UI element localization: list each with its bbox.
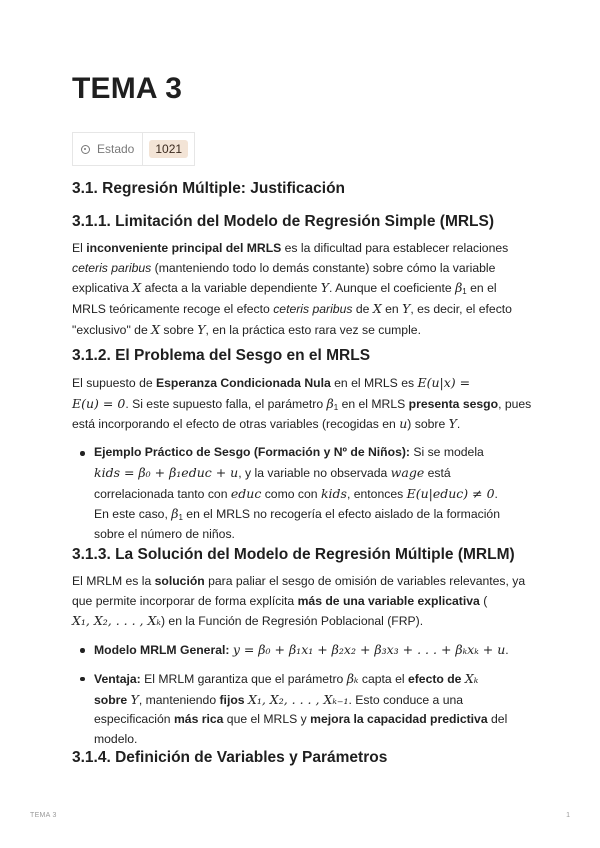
paragraph: El supuesto de Esperanza Condicionada Nula en el MRLS es E(u|x) = E(u) = 0. Si este supuesto falla, el parámetro $\beta_1$ en el MRLS presenta sesgo, pues está incorporando el efecto de otras variables (recogidas en u) sobre Y. — [72, 375, 532, 432]
property-row-estado[interactable] — [72, 132, 195, 166]
property-key-label: Estado — [97, 142, 135, 156]
bullet-list — [72, 443, 532, 545]
footer-title: TEMA 3 — [30, 812, 57, 819]
property-key — [73, 133, 143, 165]
subsection-heading: 3.1.4. Definición de Variables y Parámetros — [72, 749, 388, 766]
section-3-1-2 — [72, 347, 532, 553]
paragraph: El MRLM es la solución para paliar el sesgo de omisión de variables relevantes, ya que permite incorporar de forma explícita más de una variable explicativa ( X₁, X₂, . . . , Xₖ) en la Función de Regresión Poblacional (FRP). — [72, 574, 526, 629]
subsection-heading: 3.1.1. Limitación del Modelo de Regresión Simple (MRLS) — [72, 213, 495, 230]
property-value[interactable] — [143, 133, 194, 165]
status-icon — [81, 145, 90, 154]
paragraph: El inconveniente principal del MRLS es la dificultad para establecer relaciones ceteris paribus (manteniendo todo lo demás constante) sobre cómo la variable explicativa X afecta a la variable dependiente Y. Aunque el coeficiente $\beta_1$ en el MRLS teóricamente recoge el efecto ceteris paribus de X en Y, es decir, el efecto "exclusivo" de X sobre Y, en la práctica esto rara vez se cumple. — [72, 241, 512, 337]
subsection-heading: 3.1.3. La Solución del Modelo de Regresión Múltiple (MRLM) — [72, 546, 515, 563]
section-3-1-1 — [72, 213, 532, 341]
page-title: TEMA 3 — [72, 72, 183, 105]
bullet-list — [72, 640, 532, 750]
section-3-1-3 — [72, 546, 532, 758]
subsection-heading: 3.1.2. El Problema del Sesgo en el MRLS — [72, 347, 371, 364]
page-number: 1 — [566, 812, 570, 819]
status-badge: 1021 — [149, 140, 188, 158]
section-3-1 — [72, 180, 532, 198]
section-3-1-4 — [72, 749, 532, 767]
list-item: Modelo MRLM General: y = β₀ + β₁x₁ + β₂x₂ + β₃x₃ + . . . + βₖxₖ + u. — [94, 640, 532, 661]
list-item: Ventaja: El MRLM garantiza que el parámetro βₖ capta el efecto de Xₖ sobre Y, manteniendo fijos X₁, X₂, . . . , Xₖ₋₁. Esto conduce a una especificación más rica que el MRLS y mejora la capacidad predictiva del modelo. — [94, 669, 532, 750]
list-item: Ejemplo Práctico de Sesgo (Formación y Nº de Niños): Si se modela kids = β₀ + β₁educ + u, y la variable no observada wage está correlacionada tanto con educ como con kids, entonces E(u|educ) ≠ 0. En este caso, $\beta_1$ en el MRLS no recogería el efecto aislado de la formación sobre el número de niños. — [94, 443, 532, 545]
section-heading: 3.1. Regresión Múltiple: Justificación — [72, 180, 346, 197]
